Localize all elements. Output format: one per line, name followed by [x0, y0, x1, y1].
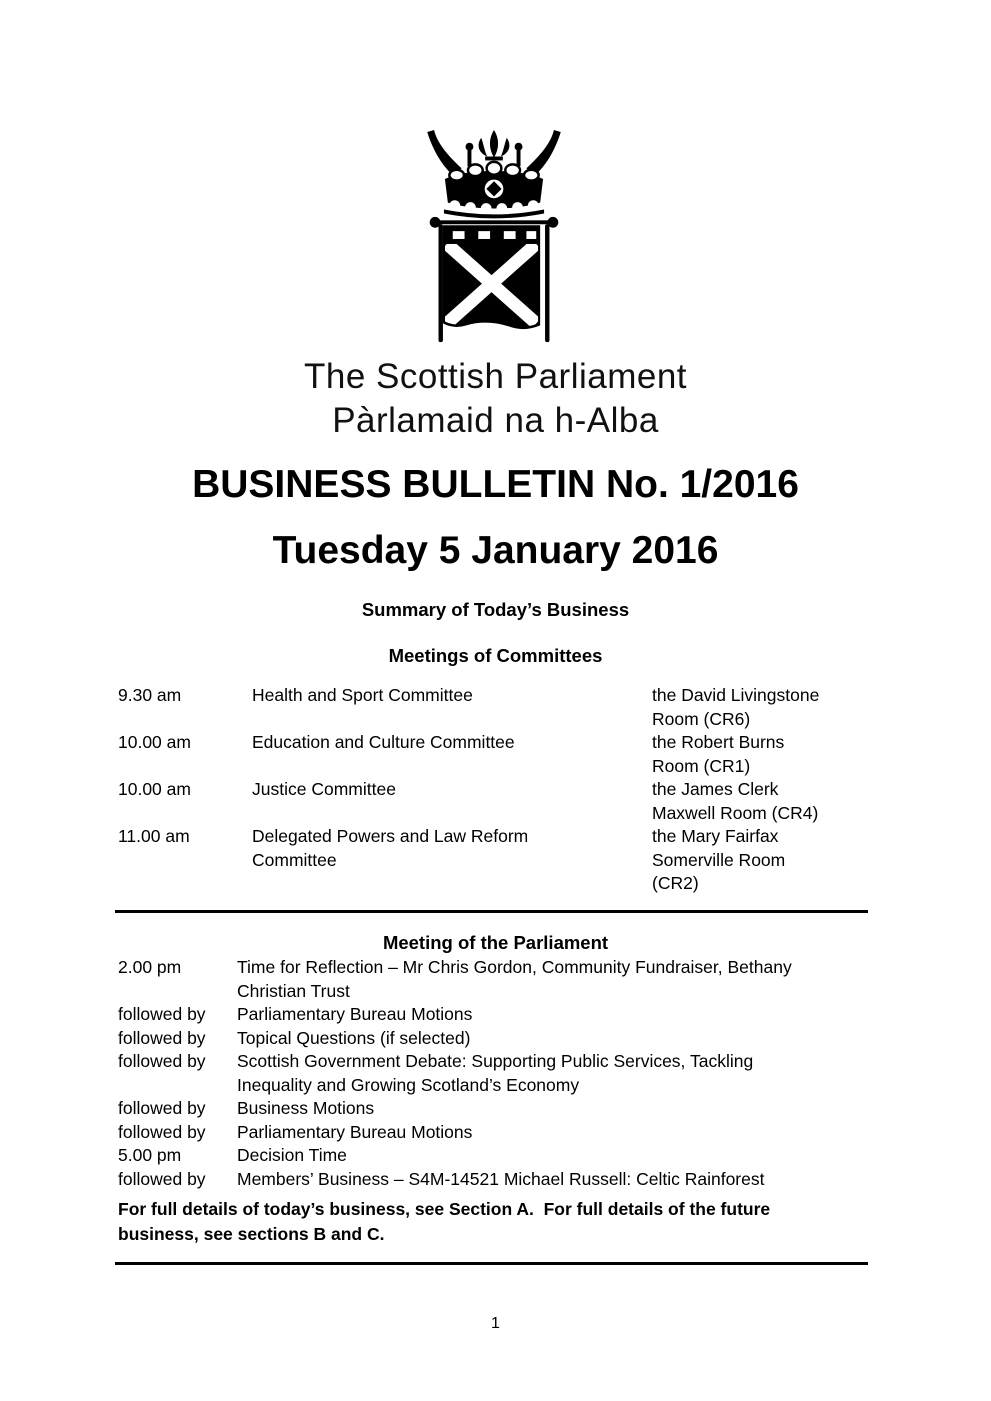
schedule-description: Topical Questions (if selected)	[237, 1027, 471, 1048]
summary-heading: Summary of Today’s Business	[361, 599, 630, 620]
committees-heading: Meetings of Committees	[388, 645, 603, 666]
schedule-row	[118, 1121, 874, 1145]
schedule-description: Parliamentary Bureau Motions	[237, 1004, 473, 1024]
schedule-time: followed by	[118, 1121, 206, 1142]
committee-row	[118, 778, 874, 825]
parliament-heading: Meeting of the Parliament	[382, 932, 609, 953]
schedule-row	[118, 1097, 874, 1121]
schedule-description: Scottish Government Debate: Supporting Public Services, Tackling Inequality and Growing Scotland’s Economy	[237, 1051, 754, 1095]
committee-time: 10.00 am	[118, 732, 191, 752]
committee-location: the David Livingstone Room (CR6)	[652, 685, 820, 729]
section-divider	[115, 910, 868, 913]
schedule-time: followed by	[118, 1098, 206, 1118]
schedule-description: Parliamentary Bureau Motions	[237, 1121, 473, 1142]
committee-meetings-table	[118, 684, 874, 896]
committee-location: the James Clerk Maxwell Room (CR4)	[652, 779, 819, 823]
committee-name: Health and Sport Committee	[252, 685, 473, 705]
date-title: Tuesday 5 January 2016	[272, 529, 719, 572]
schedule-row	[118, 1144, 874, 1168]
schedule-row	[118, 1050, 874, 1097]
schedule-row	[118, 1168, 874, 1192]
bulletin-title: BUSINESS BULLETIN No. 1/2016	[192, 463, 799, 506]
schedule-time: followed by	[118, 1051, 206, 1071]
schedule-row	[118, 1003, 874, 1027]
schedule-time: 2.00 pm	[118, 957, 182, 977]
section-divider	[115, 1262, 868, 1265]
logo-wordmark	[0, 355, 991, 443]
footer-note: For full details of today’s business, see Section A. For full details of the future business, see sections B and C.	[118, 1199, 776, 1244]
page-number: 1	[491, 1315, 500, 1332]
committee-time: 10.00 am	[118, 779, 191, 799]
committee-location: the Mary Fairfax Somerville Room (CR2)	[652, 826, 786, 893]
schedule-description: Members’ Business – S4M-14521 Michael Russell: Celtic Rainforest	[237, 1168, 765, 1189]
schedule-description: Business Motions	[237, 1098, 375, 1118]
schedule-time: followed by	[118, 1004, 206, 1024]
committee-row	[118, 731, 874, 778]
schedule-time: 5.00 pm	[118, 1145, 182, 1165]
committee-row	[118, 825, 874, 896]
logo-title-english: The Scottish Parliament	[303, 357, 688, 396]
schedule-row	[118, 1027, 874, 1051]
schedule-row	[118, 956, 874, 1003]
committee-name: Education and Culture Committee	[252, 732, 515, 752]
committee-time: 9.30 am	[118, 685, 182, 705]
committee-name: Justice Committee	[252, 779, 396, 799]
scottish-parliament-crest-icon	[423, 130, 565, 346]
committee-location: the Robert Burns Room (CR1)	[652, 732, 785, 776]
committee-name: Delegated Powers and Law Reform Committee	[252, 826, 529, 870]
schedule-time: followed by	[118, 1168, 206, 1189]
schedule-description: Decision Time	[237, 1145, 347, 1165]
logo-title-gaelic: Pàrlamaid na h-Alba	[332, 401, 659, 440]
committee-row	[118, 684, 874, 731]
committee-time: 11.00 am	[118, 826, 190, 846]
schedule-description: Time for Reflection – Mr Chris Gordon, Community Fundraiser, Bethany Christian Trust	[237, 957, 792, 1001]
parliament-schedule-table	[118, 956, 874, 1191]
schedule-time: followed by	[118, 1027, 206, 1048]
